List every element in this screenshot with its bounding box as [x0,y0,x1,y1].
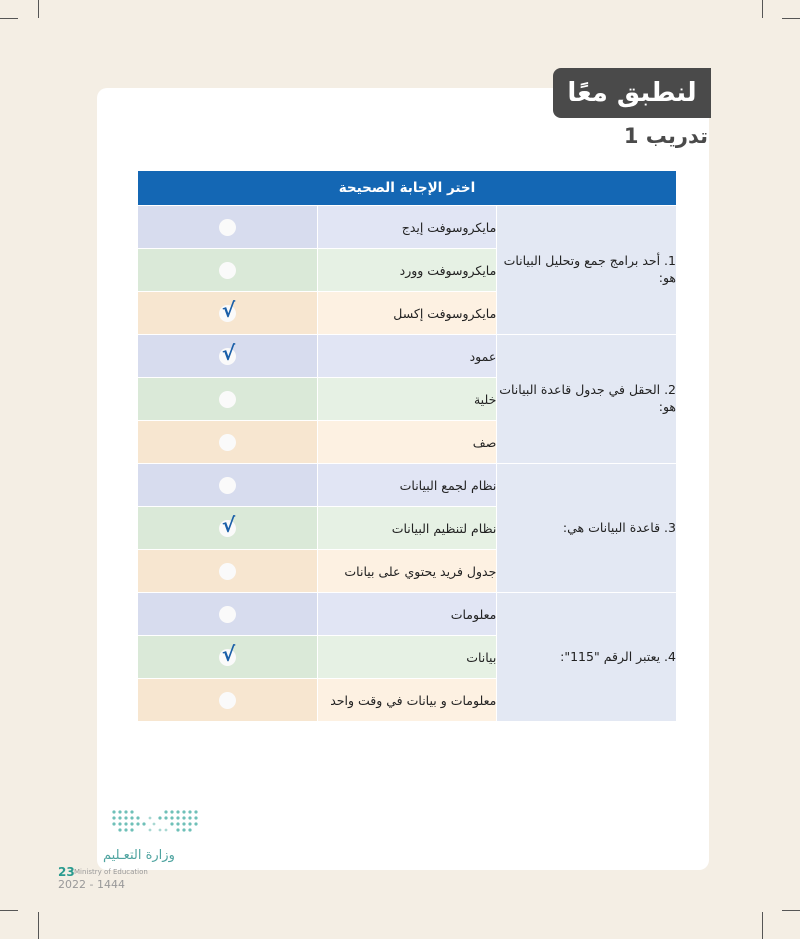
edition-year: 2022 - 1444 [58,878,125,891]
crop-mark [0,18,18,19]
answer-mark-cell[interactable] [138,593,318,636]
answer-option[interactable]: معلومات و بيانات في وقت واحد [317,679,497,722]
section-banner: لنطبق معًا [553,68,711,118]
crop-mark [38,0,39,18]
answer-mark-cell[interactable] [138,550,318,593]
radio-bubble-icon[interactable] [219,297,236,322]
ministry-name-arabic: وزارة التعـليم [103,848,175,863]
ministry-name-english: Ministry of Education [74,868,148,876]
answer-mark-cell[interactable] [138,636,318,679]
radio-bubble-icon[interactable] [219,606,236,623]
answer-mark-cell[interactable] [138,249,318,292]
radio-bubble-icon[interactable] [219,477,236,494]
ministry-logo-icon [110,808,200,842]
table-row [138,335,677,378]
answer-option[interactable]: جدول فريد يحتوي على بيانات [317,550,497,593]
answer-option[interactable]: خلية [317,378,497,421]
crop-mark [782,910,800,911]
table-row [138,206,677,249]
crop-mark [782,18,800,19]
check-icon: √ [221,340,236,365]
crop-mark [0,910,18,911]
answer-mark-cell[interactable] [138,679,318,722]
radio-bubble-icon[interactable] [219,391,236,408]
radio-bubble-icon[interactable] [219,340,236,365]
radio-bubble-icon[interactable] [219,563,236,580]
crop-mark [762,912,763,939]
answer-option[interactable]: بيانات [317,636,497,679]
answer-option[interactable]: صف [317,421,497,464]
answer-mark-cell[interactable] [138,335,318,378]
radio-bubble-icon[interactable] [219,262,236,279]
radio-bubble-icon[interactable] [219,434,236,451]
question-text: 3. قاعدة البيانات هي: [497,464,677,593]
answer-mark-cell[interactable] [138,421,318,464]
question-text: 2. الحقل في جدول قاعدة البيانات هو: [497,335,677,464]
radio-bubble-icon[interactable] [219,641,236,666]
exercise-title: تدريب 1 [623,124,708,148]
answer-option[interactable]: معلومات [317,593,497,636]
answer-option[interactable]: نظام لجمع البيانات [317,464,497,507]
page-number: 23 [58,865,75,879]
question-text: 4. يعتبر الرقم "115": [497,593,677,722]
answer-mark-cell[interactable] [138,507,318,550]
answer-mark-cell[interactable] [138,292,318,335]
table-row [138,464,677,507]
check-icon: √ [221,297,236,322]
answer-option[interactable]: نظام لتنظيم البيانات [317,507,497,550]
answer-option[interactable]: مايكروسوفت إكسل [317,292,497,335]
crop-mark [38,912,39,939]
answer-mark-cell[interactable] [138,464,318,507]
radio-bubble-icon[interactable] [219,512,236,537]
table-row [138,593,677,636]
check-icon: √ [221,641,236,666]
answer-mark-cell[interactable] [138,378,318,421]
radio-bubble-icon[interactable] [219,692,236,709]
quiz-table [137,170,677,722]
question-text: 1. أحد برامج جمع وتحليل البيانات هو: [497,206,677,335]
answer-option[interactable]: مايكروسوفت وورد [317,249,497,292]
check-icon: √ [221,512,236,537]
radio-bubble-icon[interactable] [219,219,236,236]
answer-option[interactable]: مايكروسوفت إيدج [317,206,497,249]
crop-mark [762,0,763,18]
answer-mark-cell[interactable] [138,206,318,249]
answer-option[interactable]: عمود [317,335,497,378]
table-heading: اختر الإجابة الصحيحة [138,171,677,206]
